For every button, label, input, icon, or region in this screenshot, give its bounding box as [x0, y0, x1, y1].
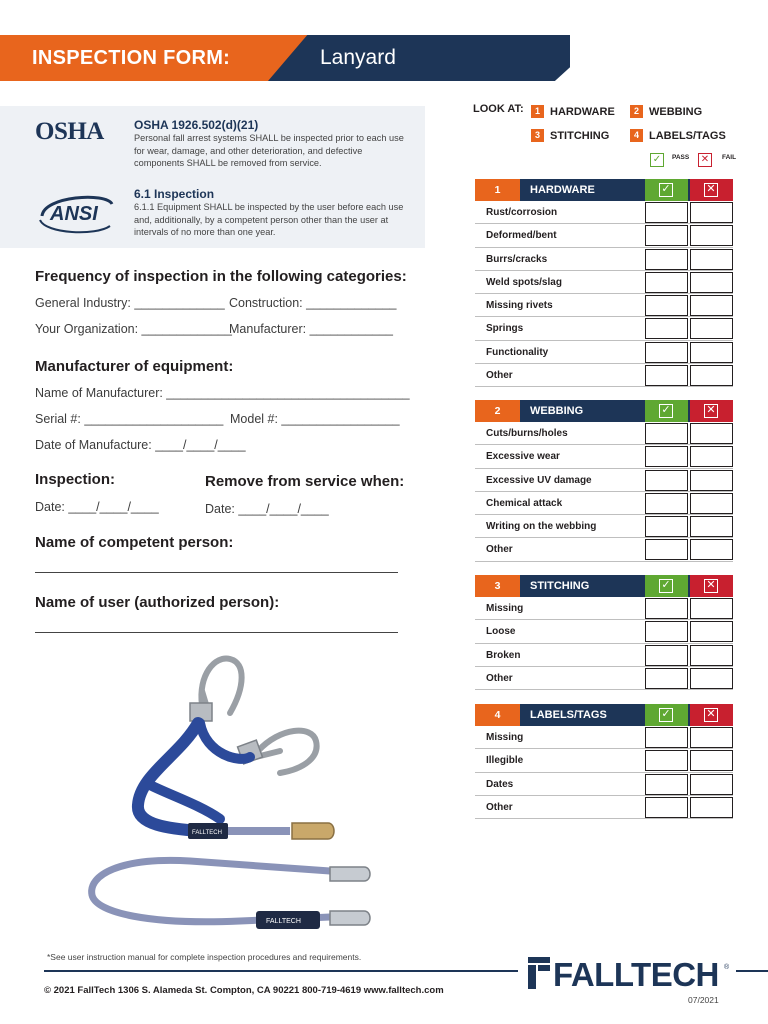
legend-item-hardware: 1 HARDWARE — [531, 105, 615, 118]
fail-x-icon: ✕ — [704, 404, 718, 418]
fail-checkbox[interactable] — [690, 750, 733, 771]
fail-checkbox[interactable] — [690, 621, 733, 642]
pass-checkbox[interactable] — [645, 365, 688, 386]
fail-checkbox[interactable] — [690, 365, 733, 386]
fail-checkbox[interactable] — [690, 272, 733, 293]
fail-column-header — [690, 400, 733, 422]
pass-column-header — [645, 704, 688, 726]
checklist-row — [475, 667, 733, 690]
manufacture-date-field[interactable]: Date of Manufacture: ____/____/____ — [35, 438, 246, 452]
manufacturer-name-field[interactable]: Name of Manufacturer: ___________________________________ — [35, 386, 410, 400]
checklist-item-label: Excessive wear — [486, 451, 560, 463]
fail-x-icon: ✕ — [698, 153, 712, 167]
pass-checkbox[interactable] — [645, 797, 688, 818]
checklist-item-label: Missing — [486, 732, 524, 743]
ansi-text: 6.1.1 Equipment SHALL be inspected by the user before each use and, additionally, by a competent person other than the user at intervals of no more than one year. — [134, 202, 404, 237]
checklist-item-label: Springs — [486, 323, 524, 335]
checklist-row — [475, 422, 733, 445]
user-heading: Name of user (authorized person): — [35, 594, 280, 611]
header-navy-band — [268, 35, 570, 81]
pass-checkbox[interactable] — [645, 202, 688, 223]
manufacturer-heading: Manufacturer of equipment: — [35, 358, 234, 375]
checklist-item-label: Other — [486, 801, 513, 813]
ansi-logo-text: ANSI — [50, 203, 98, 225]
pass-checkbox[interactable] — [645, 539, 688, 560]
pass-checkbox[interactable] — [645, 249, 688, 270]
checklist-row — [475, 248, 733, 271]
fail-checkbox[interactable] — [690, 202, 733, 223]
fail-x-icon: ✕ — [704, 579, 718, 593]
checklist-row — [475, 317, 733, 340]
checklist-row — [475, 538, 733, 561]
section-title: HARDWARE — [530, 184, 595, 196]
checklist-header — [475, 400, 733, 422]
checklist-item-label: Burrs/cracks — [486, 253, 548, 265]
ansi-title: 6.1 Inspection — [134, 187, 215, 201]
fail-checkbox[interactable] — [690, 225, 733, 246]
checklist-item-label: Loose — [486, 626, 516, 638]
footnote: *See user instruction manual for complete inspection procedures and requirements. — [47, 952, 362, 962]
remove-date-field[interactable]: Date: ____/____/____ — [205, 502, 329, 516]
footer-contact: © 2021 FallTech 1306 S. Alameda St. Compton, CA 90221 800-719-4619 www.falltech.com — [44, 985, 444, 996]
osha-title: OSHA 1926.502(d)(21) — [134, 118, 259, 132]
form-subtitle: Lanyard — [320, 46, 396, 69]
fail-checkbox[interactable] — [690, 774, 733, 795]
fail-checkbox[interactable] — [690, 727, 733, 748]
checklist-item-label: Dates — [486, 778, 514, 790]
pass-checkbox[interactable] — [645, 750, 688, 771]
checklist-item-label: Functionality — [486, 346, 549, 358]
pass-checkbox[interactable] — [645, 668, 688, 689]
user-name-line[interactable] — [35, 632, 398, 633]
model-field[interactable]: Model #: _________________ — [230, 412, 400, 426]
form-title: INSPECTION FORM: — [32, 47, 231, 69]
revision-date: 07/2021 — [688, 995, 719, 1005]
checklist-webbing — [475, 400, 733, 562]
fail-x-icon: ✕ — [704, 708, 718, 722]
checklist-item-label: Missing rivets — [486, 300, 553, 312]
footer-rule-right — [736, 970, 768, 972]
checklist-row — [475, 201, 733, 224]
falltech-mark-icon — [528, 957, 550, 989]
fail-checkbox[interactable] — [690, 342, 733, 363]
checklist-item-label: Writing on the webbing — [486, 521, 597, 533]
construction-field[interactable]: Construction: _____________ — [229, 296, 397, 310]
fail-checkbox[interactable] — [690, 645, 733, 666]
ansi-logo — [36, 190, 116, 236]
fail-checkbox[interactable] — [690, 797, 733, 818]
falltech-logo: FALLTECH — [553, 956, 719, 993]
fail-checkbox[interactable] — [690, 598, 733, 619]
checklist-item-label: Cuts/burns/holes — [486, 428, 568, 439]
frequency-heading: Frequency of inspection in the following categories: — [35, 268, 407, 285]
section-title: WEBBING — [530, 405, 584, 417]
section-number: 2 — [475, 400, 520, 422]
fail-checkbox[interactable] — [690, 516, 733, 537]
section-title: STITCHING — [530, 580, 590, 592]
checklist-item-label: Weld spots/slag — [486, 276, 562, 288]
pass-checkbox[interactable] — [645, 225, 688, 246]
section-number: 1 — [475, 179, 520, 201]
checklist-row — [475, 773, 733, 796]
fail-label: FAIL — [722, 154, 737, 161]
checklist-row — [475, 445, 733, 468]
checklist-header — [475, 575, 733, 597]
legend-item-stitching: 3 STITCHING — [531, 129, 609, 142]
svg-text:FALLTECH: FALLTECH — [266, 918, 301, 925]
pass-column-header — [645, 179, 688, 201]
pass-label: PASS — [672, 154, 690, 161]
fail-checkbox[interactable] — [690, 249, 733, 270]
pass-checkbox[interactable] — [645, 423, 688, 444]
checklist-labels-tags — [475, 704, 733, 819]
section-number: 4 — [475, 704, 520, 726]
lanyard-illustration — [80, 645, 380, 945]
pass-checkbox[interactable] — [645, 516, 688, 537]
checklist-item-label: Other — [486, 544, 513, 556]
fail-checkbox[interactable] — [690, 423, 733, 444]
checklist-row — [475, 726, 733, 749]
manufacturer-frequency-field[interactable]: Manufacturer: ____________ — [229, 322, 394, 336]
checklist-header — [475, 704, 733, 726]
pass-checkbox[interactable] — [645, 774, 688, 795]
competent-person-line[interactable] — [35, 572, 398, 573]
section-title: LABELS/TAGS — [530, 709, 607, 721]
inspection-date-field[interactable]: Date: ____/____/____ — [35, 500, 159, 514]
legend-item-webbing: 2 WEBBING — [630, 105, 702, 118]
serial-field[interactable]: Serial #: ____________________ — [35, 412, 224, 426]
your-organization-field[interactable]: Your Organization: _____________ — [35, 322, 232, 336]
checklist-stitching — [475, 575, 733, 690]
rebar-hook-side — [256, 731, 317, 773]
pass-checkbox[interactable] — [645, 318, 688, 339]
section-number: 3 — [475, 575, 520, 597]
checklist-row — [475, 294, 733, 317]
checklist-row — [475, 644, 733, 667]
fail-checkbox[interactable] — [690, 668, 733, 689]
legend-item-labels-tags: 4 LABELS/TAGS — [630, 129, 726, 142]
checklist-row — [475, 749, 733, 772]
pass-checkbox[interactable] — [645, 598, 688, 619]
pass-column-header — [645, 400, 688, 422]
fail-checkbox[interactable] — [690, 493, 733, 514]
general-industry-field[interactable]: General Industry: _____________ — [35, 296, 225, 310]
checklist-row — [475, 515, 733, 538]
look-at-label: LOOK AT: — [473, 103, 524, 115]
fail-column-header — [690, 575, 733, 597]
fail-column-header — [690, 704, 733, 726]
pass-checkbox[interactable] — [645, 342, 688, 363]
checklist-item-label: Rust/corrosion — [486, 207, 558, 218]
checklist-item-label: Chemical attack — [486, 497, 563, 509]
checklist-hardware — [475, 179, 733, 387]
pass-check-icon: ✓ — [659, 183, 673, 197]
footer-rule-left — [44, 970, 518, 972]
checklist-item-label: Other — [486, 672, 513, 684]
checklist-row — [475, 224, 733, 247]
osha-text: Personal fall arrest systems SHALL be inspected prior to each use for wear, damage, and other deterioration, and defective components SHALL be removed from service. — [134, 133, 404, 168]
fail-checkbox[interactable] — [690, 539, 733, 560]
pass-checkbox[interactable] — [645, 295, 688, 316]
osha-logo: OSHA — [35, 118, 104, 145]
checklist-row — [475, 271, 733, 294]
fail-column-header — [690, 179, 733, 201]
checklist-header — [475, 179, 733, 201]
registered-mark: ® — [724, 964, 730, 971]
checklist-item-label: Deformed/bent — [486, 230, 557, 242]
pass-checkbox[interactable] — [645, 493, 688, 514]
pass-checkbox[interactable] — [645, 645, 688, 666]
pass-checkbox[interactable] — [645, 621, 688, 642]
pass-check-icon: ✓ — [659, 579, 673, 593]
remove-from-service-heading: Remove from service when: — [205, 473, 405, 490]
pass-checkbox[interactable] — [645, 446, 688, 467]
checklist-row — [475, 492, 733, 515]
competent-person-heading: Name of competent person: — [35, 534, 234, 551]
pass-check-icon: ✓ — [650, 153, 664, 167]
pass-checkbox[interactable] — [645, 272, 688, 293]
checklist-item-label: Illegible — [486, 755, 524, 767]
checklist-row — [475, 796, 733, 819]
checklist-item-label: Other — [486, 370, 513, 382]
fail-checkbox[interactable] — [690, 295, 733, 316]
checklist-item-label: Broken — [486, 649, 521, 661]
fail-checkbox[interactable] — [690, 446, 733, 467]
pass-checkbox[interactable] — [645, 470, 688, 491]
checklist-row — [475, 341, 733, 364]
svg-text:FALLTECH: FALLTECH — [192, 830, 222, 836]
pass-column-header — [645, 575, 688, 597]
checklist-row — [475, 364, 733, 387]
pass-check-icon: ✓ — [659, 708, 673, 722]
pass-checkbox[interactable] — [645, 727, 688, 748]
fail-x-icon: ✕ — [704, 183, 718, 197]
checklist-row — [475, 469, 733, 492]
pass-check-icon: ✓ — [659, 404, 673, 418]
checklist-row — [475, 620, 733, 643]
fail-checkbox[interactable] — [690, 470, 733, 491]
checklist-row — [475, 597, 733, 620]
checklist-item-label: Missing — [486, 603, 524, 614]
fail-checkbox[interactable] — [690, 318, 733, 339]
inspection-heading: Inspection: — [35, 471, 116, 488]
checklist-item-label: Excessive UV damage — [486, 474, 592, 486]
